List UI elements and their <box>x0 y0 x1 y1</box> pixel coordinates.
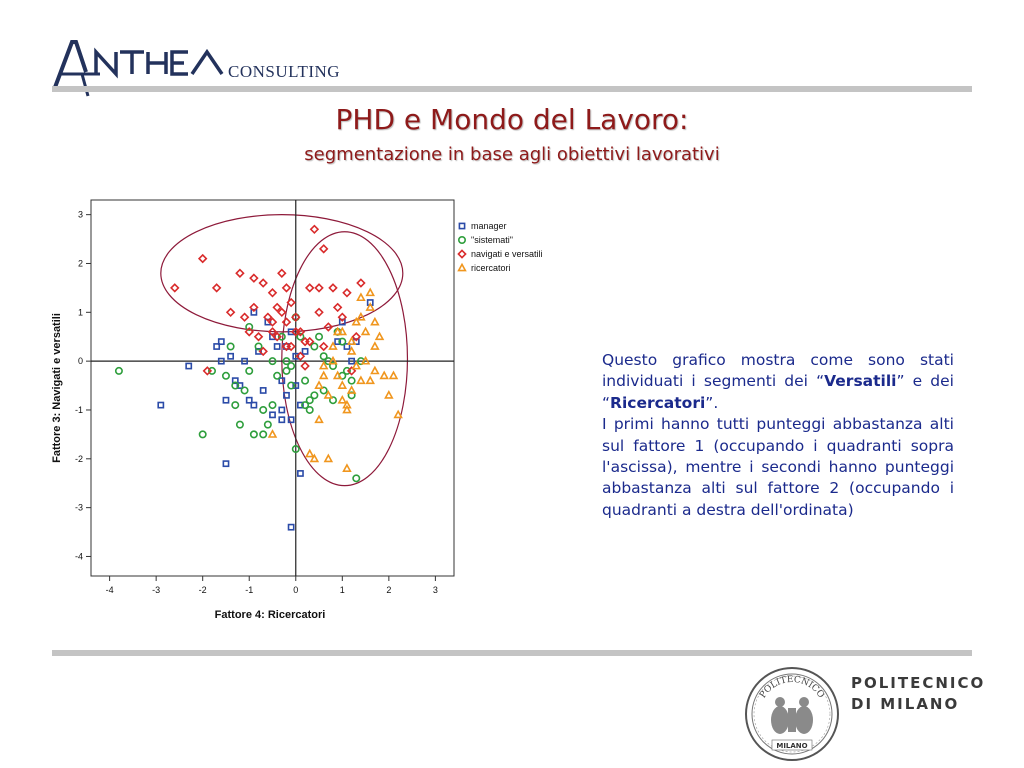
y-tick-label: -3 <box>74 502 83 513</box>
legend-label: "sistemati" <box>471 235 513 245</box>
data-point <box>260 279 267 286</box>
logo-letter-n-icon <box>96 52 116 74</box>
data-point <box>358 377 365 383</box>
logo-consulting-text: CONSULTING <box>228 62 341 81</box>
description-text: ” e dei “ <box>602 372 954 412</box>
data-point <box>279 378 284 383</box>
data-point <box>353 475 359 481</box>
data-point <box>284 393 289 398</box>
data-point <box>302 377 308 383</box>
segment-ellipse <box>161 215 403 332</box>
data-point <box>199 431 205 437</box>
data-point <box>223 373 229 379</box>
chart-points <box>116 226 402 530</box>
x-tick-label: -1 <box>245 585 254 595</box>
legend-label: navigati e versatili <box>471 249 543 259</box>
data-point <box>116 368 122 374</box>
data-point <box>311 226 318 233</box>
data-point <box>311 343 317 349</box>
data-point <box>223 461 228 466</box>
x-tick-label: -3 <box>152 585 161 595</box>
seal-top-text: POLITECNICO <box>758 674 826 701</box>
data-point <box>307 407 313 413</box>
data-point <box>213 284 220 291</box>
data-point <box>269 431 276 437</box>
data-point <box>316 416 323 422</box>
chart-axes <box>75 200 454 595</box>
data-point <box>344 465 351 471</box>
legend-marker-icon <box>459 237 465 243</box>
top-divider <box>52 86 972 92</box>
data-point <box>339 382 346 388</box>
page-title: PHD e Mondo del Lavoro: <box>335 103 689 136</box>
data-point <box>275 344 280 349</box>
legend-marker-icon <box>458 250 465 257</box>
data-point <box>381 372 388 378</box>
x-tick-label: 3 <box>432 585 438 595</box>
antea-consulting-logo <box>52 38 372 102</box>
data-point <box>199 255 206 262</box>
data-point <box>279 407 284 412</box>
university-line-1: POLITECNICO <box>851 674 986 692</box>
university-name <box>851 673 985 715</box>
data-point <box>270 412 275 417</box>
data-point <box>325 455 332 461</box>
data-point <box>265 421 271 427</box>
segment-ellipses <box>161 215 408 486</box>
x-tick-label: 2 <box>386 585 392 595</box>
politecnico-seal-icon <box>742 664 842 764</box>
data-point <box>250 275 257 282</box>
data-point <box>371 318 378 324</box>
data-point <box>371 367 378 373</box>
chart-description <box>602 350 954 521</box>
data-point <box>260 431 266 437</box>
data-point <box>390 372 397 378</box>
plot-frame <box>91 200 454 576</box>
data-point <box>223 398 228 403</box>
x-tick-label: -2 <box>198 585 207 595</box>
description-text: ”. <box>705 393 719 412</box>
data-point <box>362 328 369 334</box>
logo-letter-e-icon <box>172 52 188 74</box>
data-point <box>237 421 243 427</box>
data-point <box>316 382 323 388</box>
data-point <box>306 450 313 456</box>
legend-marker-icon <box>459 223 464 228</box>
data-point <box>228 354 233 359</box>
data-point <box>186 363 191 368</box>
y-tick-label: 0 <box>77 356 83 367</box>
data-point <box>320 245 327 252</box>
y-tick-label: -4 <box>74 551 83 562</box>
data-point <box>241 387 247 393</box>
data-point <box>261 388 266 393</box>
legend-label: manager <box>471 221 507 231</box>
data-point <box>316 334 322 340</box>
x-tick-label: 1 <box>339 585 345 595</box>
data-point <box>278 270 285 277</box>
data-point <box>269 289 276 296</box>
logo-letter-t-icon <box>120 52 144 74</box>
data-point <box>232 402 238 408</box>
data-point <box>171 284 178 291</box>
y-tick-label: -2 <box>74 453 83 464</box>
logo-letter-a-icon <box>54 42 86 90</box>
seal-bottom-text: MILANO <box>776 742 808 750</box>
data-point <box>376 333 383 339</box>
data-point <box>279 417 284 422</box>
data-point <box>311 392 317 398</box>
data-point <box>158 402 163 407</box>
ricercatori-highlight: Ricercatori <box>610 393 706 412</box>
data-point <box>358 294 365 300</box>
data-point <box>269 402 275 408</box>
data-point <box>219 339 224 344</box>
x-tick-label: 0 <box>293 585 299 595</box>
bottom-divider <box>52 650 972 656</box>
logo-letter-a2-icon <box>192 52 222 74</box>
data-point <box>255 333 262 340</box>
data-point <box>260 407 266 413</box>
versatili-highlight: Versatili <box>824 372 897 391</box>
data-point <box>348 377 354 383</box>
data-point <box>274 373 280 379</box>
university-line-2: DI MILANO <box>851 695 960 713</box>
data-point <box>302 349 307 354</box>
page-subtitle: segmentazione in base agli obiettivi lavorativi <box>304 144 720 165</box>
y-tick-label: -1 <box>74 404 83 415</box>
logo-tail-icon <box>82 74 88 96</box>
data-point <box>306 284 313 291</box>
data-point <box>367 289 374 295</box>
legend-marker-icon <box>459 264 466 270</box>
data-point <box>251 431 257 437</box>
data-point <box>241 314 248 321</box>
data-point <box>289 417 294 422</box>
data-point <box>246 368 252 374</box>
data-point <box>320 372 327 378</box>
data-point <box>251 402 256 407</box>
legend-label: ricercatori <box>471 263 511 273</box>
data-point <box>298 471 303 476</box>
y-tick-label: 1 <box>77 307 83 318</box>
data-point <box>357 279 364 286</box>
data-point <box>329 284 336 291</box>
data-point <box>339 397 346 403</box>
data-point <box>371 343 378 349</box>
y-axis-label: Fattore 3: Navigati e versatili <box>51 313 63 463</box>
scatter-chart <box>44 196 584 631</box>
data-point <box>315 284 322 291</box>
data-point <box>385 392 392 398</box>
data-point <box>288 363 294 369</box>
x-axis-label: Fattore 4: Ricercatori <box>214 609 326 621</box>
data-point <box>320 343 327 350</box>
y-tick-label: 3 <box>77 209 83 220</box>
description-text: Questo grafico mostra come sono stati individuati i segmenti dei “ <box>602 351 954 391</box>
data-point <box>367 377 374 383</box>
data-point <box>227 309 234 316</box>
data-point <box>315 309 322 316</box>
data-point <box>343 289 350 296</box>
y-tick-label: 2 <box>77 258 83 269</box>
antea-logo-mark-icon <box>52 38 232 102</box>
data-point <box>334 304 341 311</box>
x-tick-label: -4 <box>105 585 114 595</box>
description-paragraph: I primi hanno tutti punteggi abbastanza alti sul fattore 1 (occupando i quadranti sopra l'ascissa), mentre i secondi hanno punteggi abbastanza alti sul fattore 2 (occupando i quadranti a destra dell'ordinata) <box>602 415 954 519</box>
data-point <box>395 411 402 417</box>
data-point <box>283 284 290 291</box>
data-point <box>289 525 294 530</box>
chart-legend <box>458 221 542 273</box>
data-point <box>236 270 243 277</box>
data-point <box>358 314 365 320</box>
logo-letter-h-icon <box>148 52 166 74</box>
data-point <box>301 362 308 369</box>
data-point <box>227 343 233 349</box>
